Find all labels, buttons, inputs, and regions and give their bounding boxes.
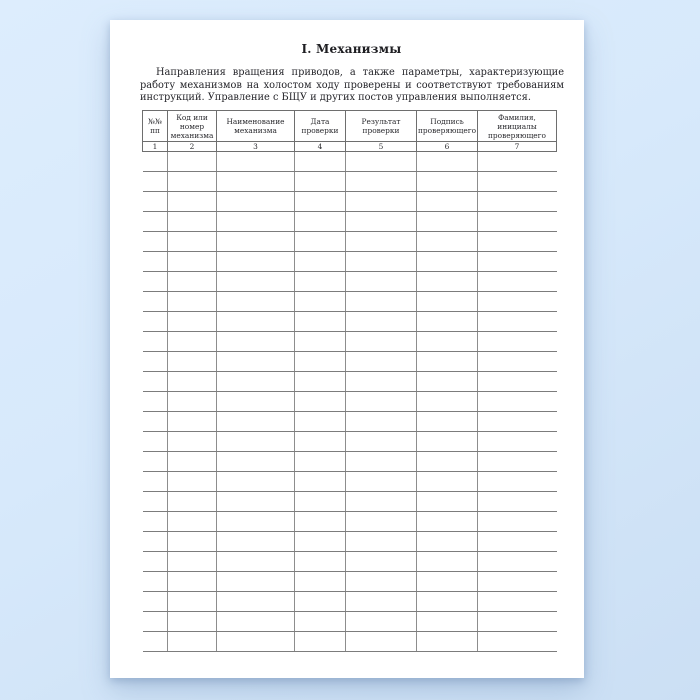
table-cell — [478, 492, 557, 512]
table-cell — [295, 212, 346, 232]
table-row — [143, 432, 557, 452]
table-cell — [168, 592, 217, 612]
table-cell — [295, 432, 346, 452]
table-cell — [217, 192, 295, 212]
table-cell — [143, 332, 168, 352]
table-cell — [417, 412, 478, 432]
table-cell — [346, 172, 417, 192]
table-cell — [143, 512, 168, 532]
table-cell — [346, 152, 417, 172]
table-cell — [346, 532, 417, 552]
table-cell — [143, 532, 168, 552]
table-cell — [417, 532, 478, 552]
table-cell — [346, 552, 417, 572]
table-cell — [168, 312, 217, 332]
column-number-row — [143, 142, 557, 152]
table-cell — [168, 372, 217, 392]
table-row — [143, 492, 557, 512]
table-row — [143, 292, 557, 312]
column-number-4: 4 — [295, 142, 346, 152]
table-cell — [478, 172, 557, 192]
table-cell — [478, 572, 557, 592]
table-cell — [168, 512, 217, 532]
column-number-2: 2 — [168, 142, 217, 152]
table-cell — [143, 412, 168, 432]
table-cell — [346, 252, 417, 272]
table-cell — [217, 632, 295, 652]
table-cell — [417, 152, 478, 172]
table-cell — [417, 332, 478, 352]
table-cell — [168, 552, 217, 572]
table-cell — [143, 632, 168, 652]
table-cell — [217, 412, 295, 432]
table-cell — [346, 632, 417, 652]
table-cell — [217, 452, 295, 472]
table-cell — [346, 572, 417, 592]
table-cell — [217, 492, 295, 512]
mechanisms-table — [142, 110, 557, 652]
column-header-7: Фамилия, инициалы проверяющего — [478, 111, 557, 142]
table-cell — [346, 432, 417, 452]
table-cell — [217, 572, 295, 592]
table-cell — [417, 272, 478, 292]
column-header-6: Подпись проверяющего — [417, 111, 478, 142]
table-cell — [417, 632, 478, 652]
table-cell — [217, 392, 295, 412]
table-cell — [295, 292, 346, 312]
table-cell — [143, 472, 168, 492]
table-cell — [168, 172, 217, 192]
table-cell — [346, 332, 417, 352]
table-row — [143, 512, 557, 532]
table-cell — [217, 372, 295, 392]
table-cell — [168, 612, 217, 632]
table-cell — [417, 252, 478, 272]
table-cell — [295, 352, 346, 372]
table-row — [143, 332, 557, 352]
table-cell — [168, 292, 217, 312]
table-cell — [168, 432, 217, 452]
table-row — [143, 592, 557, 612]
table-cell — [346, 512, 417, 532]
table-cell — [143, 572, 168, 592]
table-cell — [168, 232, 217, 252]
table-cell — [478, 592, 557, 612]
table-cell — [143, 292, 168, 312]
table-cell — [168, 532, 217, 552]
table-cell — [295, 232, 346, 252]
table-cell — [478, 632, 557, 652]
table-cell — [478, 332, 557, 352]
table-cell — [143, 452, 168, 472]
table-cell — [168, 492, 217, 512]
table-cell — [417, 372, 478, 392]
table-cell — [417, 612, 478, 632]
table-cell — [295, 472, 346, 492]
table-cell — [217, 432, 295, 452]
table-cell — [168, 472, 217, 492]
table-row — [143, 312, 557, 332]
table-row — [143, 532, 557, 552]
table-cell — [295, 372, 346, 392]
table-row — [143, 252, 557, 272]
table-cell — [295, 612, 346, 632]
table-cell — [143, 592, 168, 612]
table-cell — [478, 192, 557, 212]
table-cell — [143, 252, 168, 272]
table-cell — [478, 252, 557, 272]
table-cell — [295, 252, 346, 272]
table-row — [143, 452, 557, 472]
table-cell — [295, 192, 346, 212]
table-cell — [295, 172, 346, 192]
table-cell — [478, 552, 557, 572]
table-cell — [346, 272, 417, 292]
table-cell — [417, 512, 478, 532]
table-cell — [478, 272, 557, 292]
table-header-row — [143, 111, 557, 142]
table-cell — [217, 292, 295, 312]
table-cell — [478, 212, 557, 232]
column-header-1: №№ пп — [143, 111, 168, 142]
table-cell — [478, 292, 557, 312]
table-cell — [143, 372, 168, 392]
table-cell — [295, 552, 346, 572]
table-row — [143, 612, 557, 632]
table-cell — [417, 212, 478, 232]
table-cell — [346, 452, 417, 472]
table-cell — [417, 432, 478, 452]
table-cell — [143, 492, 168, 512]
table-cell — [217, 172, 295, 192]
table-cell — [217, 312, 295, 332]
column-number-6: 6 — [417, 142, 478, 152]
table-cell — [346, 372, 417, 392]
table-cell — [168, 412, 217, 432]
table-cell — [346, 612, 417, 632]
table-cell — [295, 152, 346, 172]
table-cell — [478, 432, 557, 452]
table-cell — [143, 352, 168, 372]
table-cell — [417, 352, 478, 372]
table-row — [143, 352, 557, 372]
table-cell — [168, 632, 217, 652]
table-cell — [143, 172, 168, 192]
table-cell — [346, 292, 417, 312]
column-header-2: Код или номер механизма — [168, 111, 217, 142]
table-cell — [478, 232, 557, 252]
table-cell — [217, 272, 295, 292]
table-cell — [478, 152, 557, 172]
table-cell — [346, 392, 417, 412]
table-cell — [478, 472, 557, 492]
table-cell — [346, 472, 417, 492]
table-cell — [143, 552, 168, 572]
table-cell — [478, 612, 557, 632]
table-cell — [217, 472, 295, 492]
table-cell — [346, 232, 417, 252]
intro-paragraph: Направления вращения приводов, а также параметры, характеризующие работу механизмов на холостом ходу проверены и соответствуют требованиям инструкций. Управление с БЩУ и других постов управления выполняется. — [140, 67, 564, 104]
table-cell — [143, 612, 168, 632]
column-number-5: 5 — [346, 142, 417, 152]
table-cell — [217, 532, 295, 552]
table-cell — [143, 272, 168, 292]
table-cell — [478, 412, 557, 432]
table-cell — [417, 192, 478, 212]
column-header-4: Дата проверки — [295, 111, 346, 142]
table-cell — [346, 192, 417, 212]
table-cell — [295, 272, 346, 292]
table-cell — [417, 452, 478, 472]
table-cell — [217, 332, 295, 352]
table-cell — [478, 352, 557, 372]
column-number-1: 1 — [143, 142, 168, 152]
table-cell — [295, 412, 346, 432]
section-title: I. Механизмы — [301, 42, 402, 56]
table-cell — [217, 232, 295, 252]
table-row — [143, 272, 557, 292]
table-cell — [168, 332, 217, 352]
table-row — [143, 572, 557, 592]
table-cell — [478, 452, 557, 472]
table-cell — [417, 592, 478, 612]
table-cell — [295, 572, 346, 592]
table-row — [143, 632, 557, 652]
table-cell — [143, 232, 168, 252]
table-cell — [168, 572, 217, 592]
table-cell — [417, 492, 478, 512]
table-cell — [168, 152, 217, 172]
table-cell — [346, 592, 417, 612]
table-cell — [168, 192, 217, 212]
column-header-5: Результат проверки — [346, 111, 417, 142]
table-body — [143, 152, 557, 652]
table-cell — [346, 312, 417, 332]
table-cell — [478, 532, 557, 552]
table-cell — [168, 252, 217, 272]
table-cell — [417, 292, 478, 312]
table-cell — [417, 172, 478, 192]
table-header — [143, 111, 557, 152]
table-cell — [143, 212, 168, 232]
table-cell — [478, 392, 557, 412]
table-row — [143, 152, 557, 172]
table-cell — [217, 552, 295, 572]
table-cell — [217, 352, 295, 372]
table-row — [143, 552, 557, 572]
table-cell — [295, 492, 346, 512]
table-row — [143, 472, 557, 492]
table-cell — [478, 512, 557, 532]
table-cell — [478, 372, 557, 392]
table-cell — [295, 592, 346, 612]
table-cell — [417, 552, 478, 572]
table-cell — [143, 312, 168, 332]
table-row — [143, 392, 557, 412]
table-cell — [478, 312, 557, 332]
table-cell — [168, 452, 217, 472]
table-cell — [346, 412, 417, 432]
table-cell — [168, 212, 217, 232]
table-cell — [346, 212, 417, 232]
table-row — [143, 172, 557, 192]
table-cell — [143, 432, 168, 452]
table-cell — [295, 332, 346, 352]
table-cell — [143, 192, 168, 212]
table-cell — [217, 592, 295, 612]
table-cell — [295, 392, 346, 412]
table-cell — [295, 532, 346, 552]
table-cell — [295, 632, 346, 652]
table-row — [143, 192, 557, 212]
table-cell — [217, 612, 295, 632]
table-row — [143, 412, 557, 432]
column-number-7: 7 — [478, 142, 557, 152]
table-cell — [143, 152, 168, 172]
table-cell — [143, 392, 168, 412]
table-cell — [295, 312, 346, 332]
table-cell — [295, 512, 346, 532]
table-cell — [417, 472, 478, 492]
table-cell — [217, 252, 295, 272]
table-cell — [417, 392, 478, 412]
table-cell — [217, 152, 295, 172]
column-header-3: Наименование механизма — [217, 111, 295, 142]
table-row — [143, 372, 557, 392]
table-cell — [168, 392, 217, 412]
table-cell — [417, 232, 478, 252]
table-cell — [168, 272, 217, 292]
table-cell — [217, 212, 295, 232]
column-number-3: 3 — [217, 142, 295, 152]
table-row — [143, 232, 557, 252]
table-cell — [346, 492, 417, 512]
document-page — [110, 20, 584, 678]
table-cell — [346, 352, 417, 372]
table-cell — [168, 352, 217, 372]
table-cell — [417, 572, 478, 592]
table-cell — [417, 312, 478, 332]
table-row — [143, 212, 557, 232]
table-cell — [295, 452, 346, 472]
table-cell — [217, 512, 295, 532]
